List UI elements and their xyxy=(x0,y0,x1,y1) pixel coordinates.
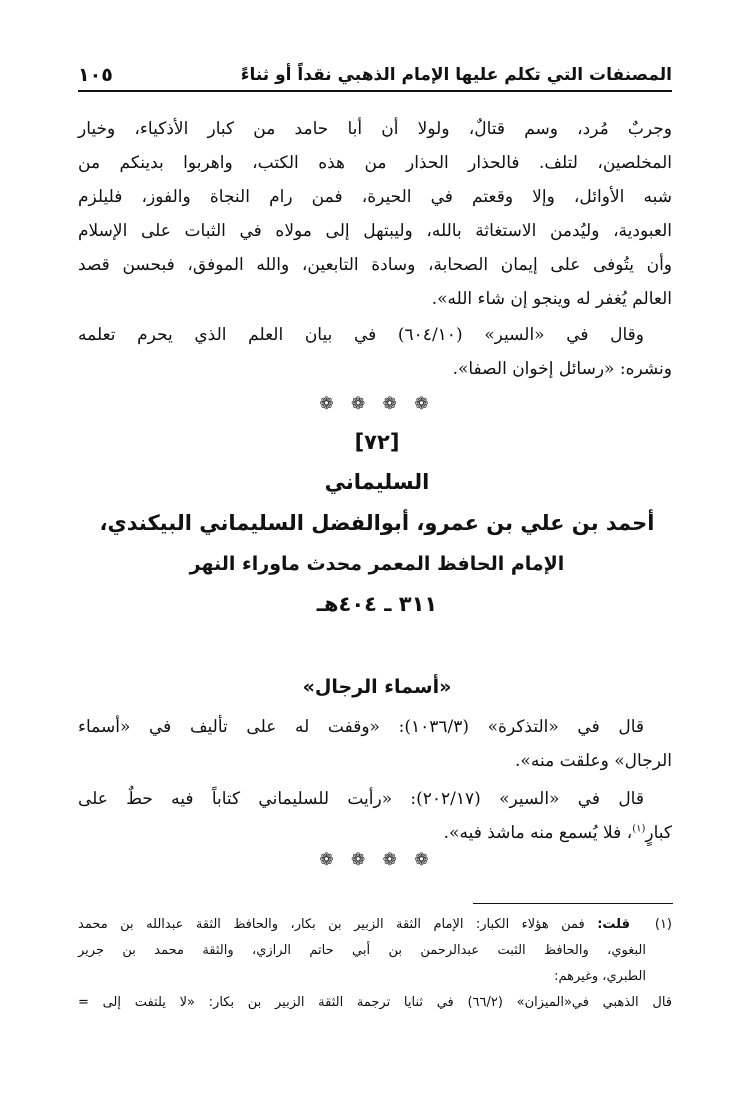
page-header xyxy=(78,58,672,92)
text-line: المخلصين، لتلف. فالحذار الحذار من هذه الكتب، واهربوا بدينكم من xyxy=(78,153,672,173)
running-title: المصنفات التي تكلم عليها الإمام الذهبي نقداً أو ثناءً xyxy=(240,65,672,85)
page-number: ١٠٥ xyxy=(78,64,113,86)
text-line: العبودية، وليُدمن الاستغاثة بالله، وليبتهل إلى مولاه في الثبات على الإسلام xyxy=(78,221,672,241)
section-title: «أسماء الرجال» xyxy=(302,676,452,698)
text-line: وجربٌ مُرد، وسم قتالٌ، ولولا أن أبا حامد من كبار الأذكياء، وخيار xyxy=(78,119,672,139)
header-rule xyxy=(78,90,672,92)
footnote-rule xyxy=(473,903,673,904)
text-line: قال في «التذكرة» (١٠٣٦/٣): «وقفت له على تأليف في «أسماء xyxy=(78,717,645,737)
entry-dates: ٣١١ ـ ٤٠٤هـ xyxy=(316,592,438,616)
entry-full-name: أحمد بن علي بن عمرو، أبوالفضل السليماني البيكندي، xyxy=(99,511,655,535)
text-line: العالم يُغفر له وينجو إن شاء الله». xyxy=(431,289,672,309)
footnote-label: قلت: xyxy=(597,917,630,932)
siyar-quote-paragraph xyxy=(78,782,672,850)
footnote xyxy=(78,912,672,1016)
continuation-paragraph xyxy=(78,112,672,316)
footnote-text: فمن هؤلاء الكبار: الإمام الثقة الزبير بن بكار، والحافظ الثقة عبدالله بن محمد xyxy=(78,917,585,932)
text-line: الرجال» وعلقت منه». xyxy=(515,751,672,771)
text-line: وقال في «السير» (٦٠٤/١٠) في بيان العلم الذي يحرم تعلمه xyxy=(78,325,645,345)
footnote-line: الطبري، وغيرهم: xyxy=(554,969,646,984)
text-line: ونشره: «رسائل إخوان الصفا». xyxy=(452,359,672,379)
entry-description: الإمام الحافظ المعمر محدث ماوراء النهر xyxy=(189,553,565,575)
footnote-reference: (١) xyxy=(632,823,646,835)
entry-number: [٧٢] xyxy=(354,430,400,454)
footnote-line: قال الذهبي في«الميزان» (٦٦/٢) في ثنايا ترجمة الثقة الزبير بن بكار: «لا يلتفت إلى = xyxy=(78,995,672,1010)
section-separator-2: ❁ ❁ ❁ ❁ xyxy=(319,850,435,870)
text-fragment: كبارٍ xyxy=(645,823,672,843)
text-line: وأن يتُوفى على إيمان الصحابة، وسادة التابعين، والله الموفق، فبحسن قصد xyxy=(78,255,672,275)
text-line: قال في «السير» (٢٠٢/١٧): «رأيت للسليماني كتاباً فيه حطٌ على xyxy=(78,789,644,809)
section-separator: ❁ ❁ ❁ ❁ xyxy=(319,394,435,414)
text-line xyxy=(78,816,672,850)
sir-quote-paragraph xyxy=(78,318,672,386)
tadhkira-quote-paragraph xyxy=(78,710,672,778)
footnote-marker: (١) xyxy=(654,917,672,932)
footnote-line: البغوي، والحافظ الثبت عبدالرحمن بن أبي حاتم الرازي، والثقة محمد بن جرير xyxy=(78,943,646,958)
text-line: شبه الأوائل، وإلا وقعتم في الحيرة، فمن رام النجاة والفوز، فليلزم xyxy=(78,187,672,207)
text-fragment: ، فلا يُسمع منه ماشذ فيه». xyxy=(443,823,633,843)
entry-name: السليماني xyxy=(324,470,430,494)
footnote-line xyxy=(78,912,672,938)
